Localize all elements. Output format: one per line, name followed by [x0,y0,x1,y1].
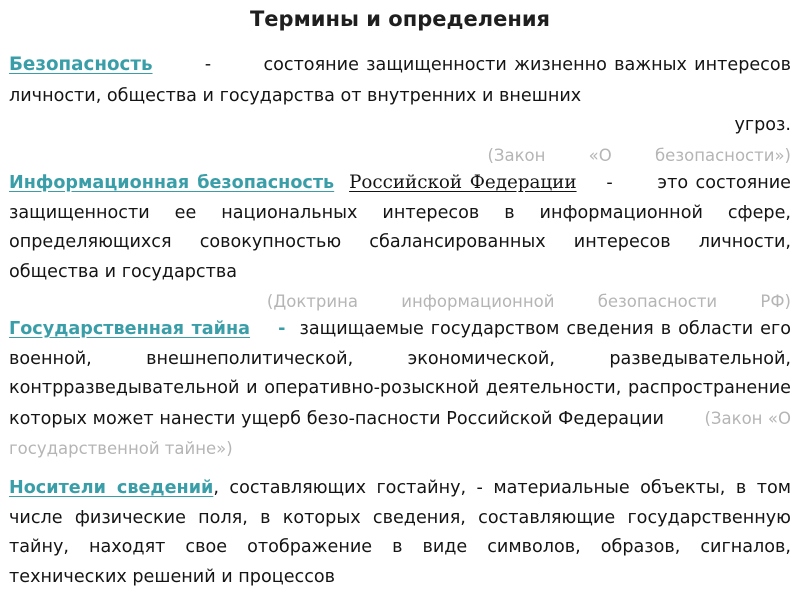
separator: - [204,54,212,75]
term-security[interactable]: Безопасность [9,54,153,75]
separator: - [278,319,286,339]
separator: - [606,173,613,193]
definition-state-secret [9,315,791,465]
source-doctrine: (Доктрина информационной безопасности РФ) [266,292,791,312]
source-law-security: (Закон «О безопасности») [487,145,791,165]
definition-text: состояние защищенности жизненно важных интересов личности, общества и государства от внутренних и внешних [9,55,791,106]
definition-text: это состояние защищенности ее национальных интересов в информационной сфере, определяющихся совокупностью сбалансированных интересов личности, общества и государства [9,173,792,282]
term-suffix-rf: Российской Федерации [349,172,577,193]
slide-title: Термины и определения [249,7,551,31]
definition-security [9,50,791,170]
definition-text: , составляющих гостайну, - материальные объекты, в том числе физические поля, в которых сведения, составляющие государственную тайну, находят свое отображение в виде символов, образов, сигналов, технических решений и процессов [9,478,791,587]
term-state-secret[interactable]: Государственная тайна [9,319,251,339]
definition-text: защищаемые государством сведения в области его военной, внешнеполитической, экономической, разведывательной, контрразведывательной и оперативно-розыскной деятельности, распространение которых может нанести ущерб безо-пасности Российской Федерации [9,319,791,429]
term-info-security[interactable]: Информационная безопасность [9,173,335,193]
term-info-carriers[interactable]: Носители сведений [9,478,214,498]
definition-text-end: угроз. [734,115,791,136]
source-law-state-secret: (Закон «О государственной тайне») [9,408,791,459]
definition-info-carriers [9,474,791,592]
definition-info-security [9,168,791,317]
